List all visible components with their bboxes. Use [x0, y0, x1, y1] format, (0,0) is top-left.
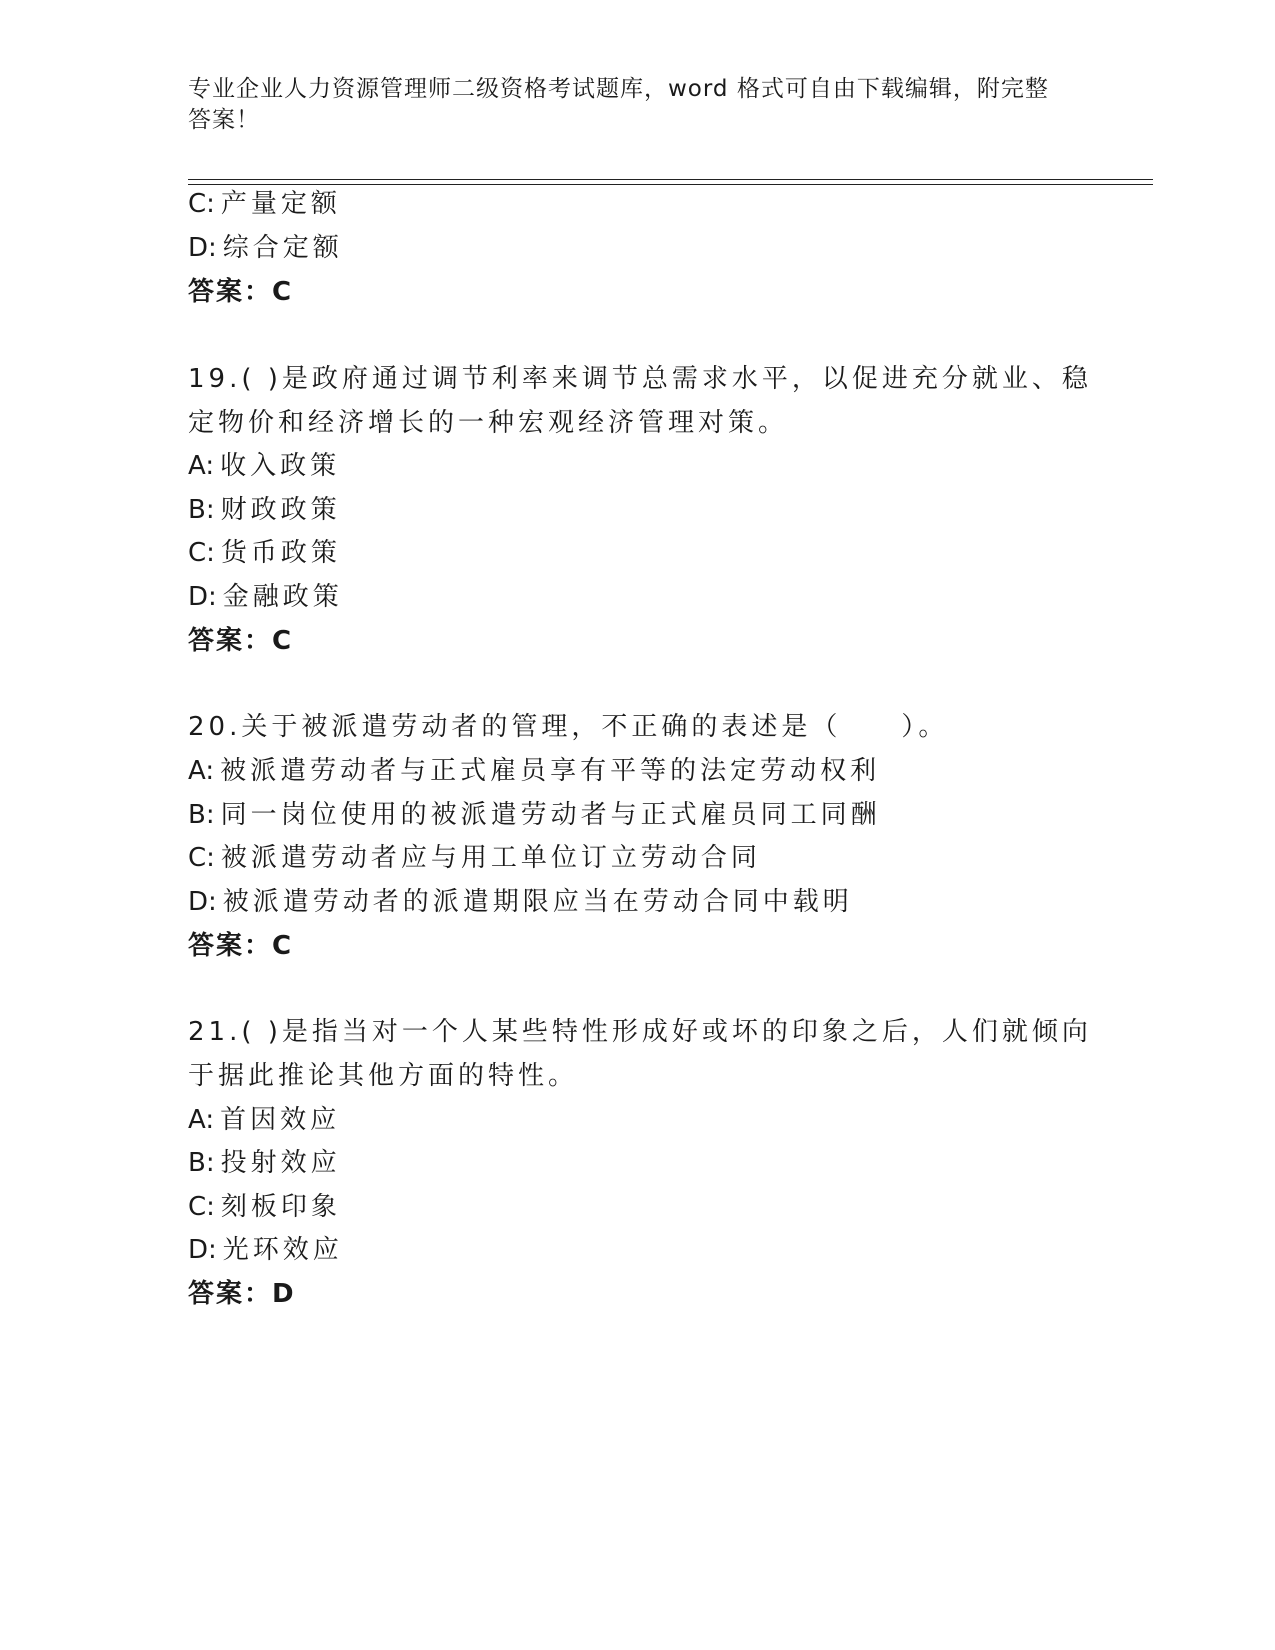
option-b: B: 财政政策: [188, 495, 341, 525]
option-d: D: 光环效应: [188, 1235, 343, 1265]
question-stem-line-1: 20.关于被派遣劳动者的管理，不正确的表述是（ ）。: [188, 712, 949, 742]
option-a: A: 被派遣劳动者与正式雇员享有平等的法定劳动权利: [188, 756, 881, 786]
answer-line: 答案：C: [188, 931, 294, 961]
document-header: [188, 74, 1088, 136]
answer-line: 答案：C: [188, 626, 294, 656]
option-d: D: 综合定额: [188, 233, 343, 263]
header-divider-bottom: [188, 184, 1153, 185]
question-stem-line-2: 于据此推论其他方面的特性。: [188, 1061, 579, 1091]
option-c: C: 被派遣劳动者应与用工单位订立劳动合同: [188, 843, 761, 873]
answer-line: 答案：D: [188, 1279, 296, 1309]
question-stem-line-2: 定物价和经济增长的一种宏观经济管理对策。: [188, 408, 789, 438]
option-b: B: 同一岗位使用的被派遣劳动者与正式雇员同工同酬: [188, 800, 881, 830]
header-divider-top: [188, 179, 1153, 180]
option-a: A: 收入政策: [188, 451, 341, 481]
option-c: C: 货币政策: [188, 538, 341, 568]
option-c: C: 产量定额: [188, 189, 341, 219]
question-stem-line-1: 21.( )是指当对一个人某些特性形成好或坏的印象之后，人们就倾向: [188, 1017, 1092, 1047]
header-line-2: 答案！: [188, 107, 260, 133]
question-stem-line-1: 19.( )是政府通过调节利率来调节总需求水平，以促进充分就业、稳: [188, 364, 1092, 394]
answer-line: 答案：C: [188, 277, 294, 307]
option-c: C: 刻板印象: [188, 1192, 341, 1222]
option-d: D: 金融政策: [188, 582, 343, 612]
option-d: D: 被派遣劳动者的派遣期限应当在劳动合同中载明: [188, 887, 853, 917]
option-a: A: 首因效应: [188, 1105, 341, 1135]
option-b: B: 投射效应: [188, 1148, 341, 1178]
header-line-1: 专业企业人力资源管理师二级资格考试题库，word 格式可自由下载编辑，附完整: [188, 76, 1049, 102]
